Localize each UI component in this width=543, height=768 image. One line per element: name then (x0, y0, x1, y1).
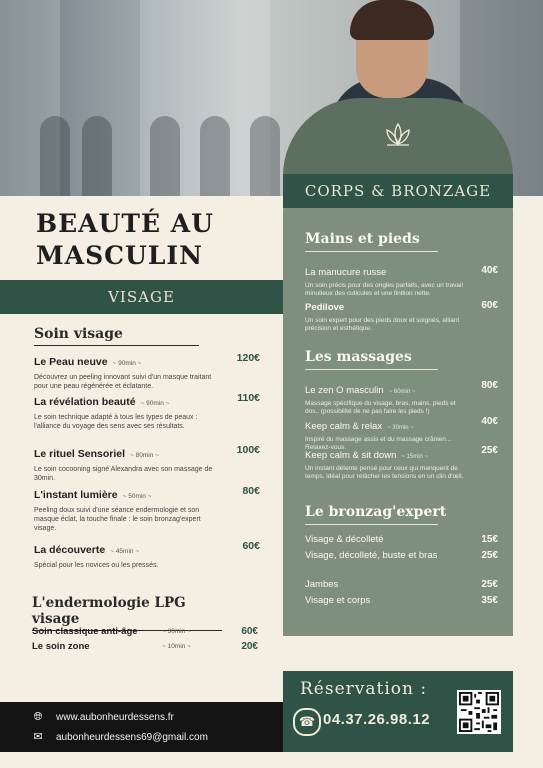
item-price: 110€ (237, 392, 260, 404)
reservation-block (283, 671, 513, 752)
item-price: 80€ (242, 485, 260, 497)
item-duration: ~ 10min ~ (162, 643, 191, 650)
corps-bronzage-band: CORPS & BRONZAGE (283, 174, 513, 208)
soin-visage-heading (34, 326, 199, 346)
list-item (305, 533, 498, 546)
item-price: 100€ (236, 444, 260, 456)
item-duration: ~ 45min ~ (110, 548, 140, 555)
email-row (30, 730, 208, 743)
item-name: Le rituel Sensoriel (34, 448, 126, 460)
item-duration: ~ 50min ~ (122, 493, 152, 500)
item-price: 20€ (241, 641, 258, 652)
item-name: Le zen O masculin (305, 385, 384, 396)
item-name: Keep calm & relax (305, 421, 383, 432)
item-duration: ~ 60min ~ (388, 389, 416, 395)
item-name: La révélation beauté (34, 396, 136, 408)
item-duration: ~ 30min ~ (387, 425, 414, 431)
item-description: Un instant détente pensé pour ceux qui manquent de temps, idéal pour relâcher les tensions en un clin d'œil. (305, 465, 464, 480)
item-description: Massage spécifique du visage, bras, mains, pieds et dos.. (possibilité de ne pas faire les pieds !) (305, 400, 456, 415)
item-price: 40€ (481, 416, 498, 427)
item-duration: ~ 15min ~ (401, 454, 429, 460)
item-description: Spécial pour les novices ou les pressés. (34, 562, 159, 569)
phone-number[interactable]: 04.37.26.98.12 (323, 711, 431, 728)
item-duration: ~ 90min ~ (112, 360, 142, 367)
title-line-1: BEAUTÉ AU (36, 209, 214, 238)
reservation-title: Réservation : (300, 679, 428, 699)
list-item (32, 641, 258, 652)
title-line-2: MASCULIN (36, 241, 203, 270)
item-name: Visage et corps (305, 595, 371, 606)
item-name: La manucure russe (305, 267, 387, 278)
list-item (34, 444, 260, 483)
item-name: Keep calm & sit down (305, 450, 397, 461)
list-item (305, 445, 498, 481)
bronzage-heading-text: Le bronzag'expert (305, 504, 447, 520)
list-item (305, 297, 498, 333)
lpg-heading-text: L'endermologie LPG visage (32, 595, 186, 627)
page-title (36, 208, 214, 272)
website-link[interactable]: www.aubonheurdessens.fr (56, 712, 174, 723)
model-hair (350, 0, 434, 40)
item-name: Le soin zone (32, 641, 90, 652)
item-price: 60€ (242, 540, 260, 552)
item-duration: ~ 30min ~ (162, 628, 191, 635)
item-description: Un soin expert pour des pieds doux et soignés, alliant précision et esthétique. (305, 317, 460, 332)
item-description: Le soin technique adapté à tous les types de peaux : l'alliance du voyage des sens avec ses résultats. (34, 414, 198, 430)
website-row (30, 711, 174, 724)
item-name: Le Peau neuve (34, 356, 108, 368)
soin-visage-heading-text: Soin visage (34, 326, 123, 342)
item-name: Visage, décolleté, buste et bras (305, 550, 438, 561)
list-item (305, 262, 498, 298)
list-item (34, 352, 260, 391)
list-item (305, 578, 498, 591)
item-description: Peeling doux suivi d'une séance endermologie et son masque éclat, la touche finale : le soin bronzag'expert visage. (34, 507, 201, 532)
item-name: Pedilove (305, 302, 345, 313)
item-name: Visage & décolleté (305, 534, 384, 545)
item-description: Un soin précis pour des ongles parfaits, avec un travail minutieux des cuticules et une finition nette. (305, 282, 463, 297)
item-price: 25€ (481, 445, 498, 456)
list-item (34, 540, 260, 570)
item-price: 25€ (481, 579, 498, 590)
item-price: 35€ (481, 595, 498, 606)
bronzage-heading (305, 504, 446, 525)
mains-pieds-heading (305, 231, 438, 252)
lotus-icon (383, 122, 413, 148)
item-price: 25€ (481, 550, 498, 561)
list-item (305, 380, 498, 416)
item-price: 120€ (236, 352, 260, 364)
item-description: Le soin cocooning signé Alexandra avec son massage de 30min. (34, 466, 213, 482)
item-price: 40€ (481, 265, 498, 276)
phone-icon: ☎ (293, 708, 321, 736)
massages-heading-text: Les massages (305, 349, 412, 365)
list-item (34, 485, 260, 533)
massages-heading (305, 349, 438, 370)
item-name: Jambes (305, 579, 339, 590)
qr-code[interactable] (457, 690, 501, 734)
item-price: 60€ (241, 626, 258, 637)
globe-icon: 🌐︎ (33, 711, 43, 723)
item-price: 15€ (481, 534, 498, 545)
item-description: Découvrez un peeling innovant suivi d'un masque traitant pour une peau régénérée et éclatante. (34, 374, 212, 390)
list-item (34, 392, 260, 431)
item-price: 60€ (481, 300, 498, 311)
item-name: La découverte (34, 544, 106, 556)
envelope-icon: ✉ (33, 731, 43, 743)
item-price: 80€ (481, 380, 498, 391)
email-link[interactable]: aubonheurdessens69@gmail.com (56, 732, 208, 743)
item-duration: ~ 90min ~ (140, 400, 170, 407)
item-name: Soin classique anti-âge (32, 626, 138, 637)
item-name: L'instant lumière (34, 489, 118, 501)
contact-footer (0, 702, 283, 752)
item-duration: ~ 80min ~ (130, 452, 159, 459)
list-item (305, 549, 498, 562)
list-item (305, 594, 498, 607)
list-item (32, 626, 258, 637)
mains-pieds-heading-text: Mains et pieds (305, 231, 420, 247)
visage-band: VISAGE (0, 280, 283, 314)
item-description: Inspiré du massage assis et du massage crânien... Relaxez-vous. (305, 436, 452, 451)
